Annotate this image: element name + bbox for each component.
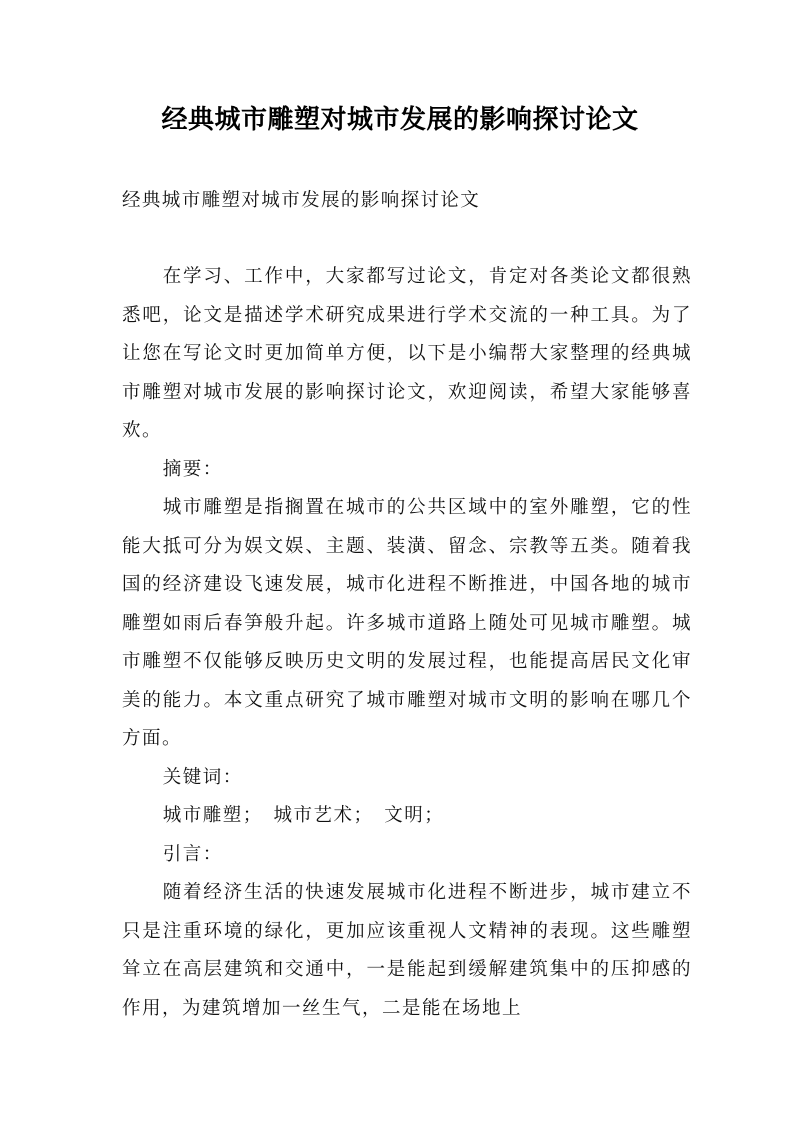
document-subtitle: 经典城市雕塑对城市发展的影响探讨论文 bbox=[122, 190, 481, 211]
abstract-heading: 摘要： bbox=[162, 458, 223, 480]
intro-paragraph: 在学习、工作中，大家都写过论文，肯定对各类论文都很熟悉吧，论文是描述学术研究成果进行学术交流的一种工具。为了让您在写论文时更加简单方便，以下是小编帮大家整理的经典城市雕塑对城市发展的影响探讨论文，欢迎阅读，希望大家能够喜欢。 bbox=[122, 266, 692, 441]
document-title: 经典城市雕塑对城市发展的影响探讨论文 bbox=[161, 105, 639, 135]
abstract-paragraph: 城市雕塑是指搁置在城市的公共区域中的室外雕塑，它的性能大抵可分为娱文娱、主题、装潢、留念、宗教等五类。随着我国的经济建设飞速发展，城市化进程不断推进，中国各地的城市雕塑如雨后春笋般升起。许多城市道路上随处可见城市雕塑。城市雕塑不仅能够反映历史文明的发展过程，也能提高居民文化审美的能力。本文重点研究了城市雕塑对城市文明的影响在哪几个方面。 bbox=[122, 497, 692, 749]
introduction-heading: 引言： bbox=[162, 843, 223, 865]
keywords-heading: 关键词： bbox=[162, 766, 243, 788]
document-body bbox=[122, 258, 692, 1028]
introduction-paragraph: 随着经济生活的快速发展城市化进程不断进步，城市建立不只是注重环境的绿化，更加应该重视人文精神的表现。这些雕塑耸立在高层建筑和交通中，一是能起到缓解建筑集中的压抑感的作用，为建筑增加一丝生气，二是能在场地上 bbox=[122, 882, 692, 1019]
keywords-list: 城市雕塑； 城市艺术； 文明； bbox=[162, 805, 445, 826]
